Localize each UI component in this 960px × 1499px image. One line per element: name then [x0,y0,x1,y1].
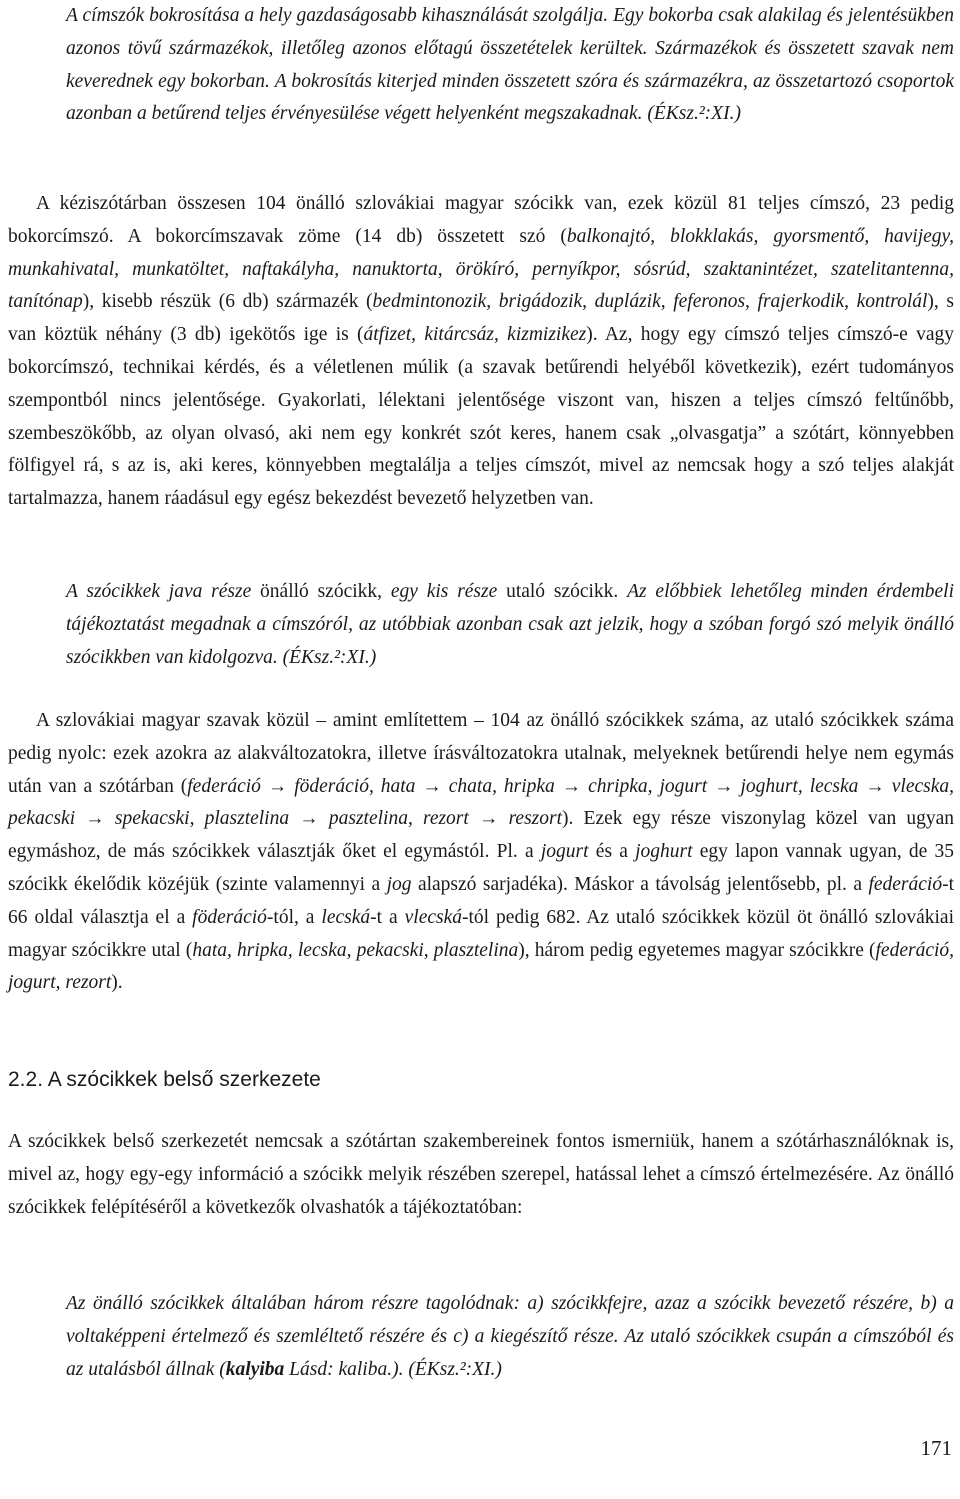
text-run: Lásd: kaliba.). (ÉKsz.²:XI.) [284,1358,502,1380]
text-run: -tól, a [266,906,322,928]
body-paragraph-belso-szerkezet [8,1126,954,1224]
text-run: -tól pedig 682. Az utaló szócikkek közül öt önálló szlovákiai magyar szócikkre utal ( [8,906,954,961]
quote-text: A címszók bokrosítása a hely gazdaságosabb kihasználását szolgálja. Egy bokorba csak alakilag és jelentésükben azonos tövű származékok, illetőleg azonos előtagú összetételek kerültek. Származékok és összetett szavak nem keverednek egy bokorban. A bokrosítás kiterjed minden összetett szóra és származékra, az összetartozó csoportok azonban a betűrend teljes érvényesülése végett helyenként megszakadnak. (ÉKsz.²:XI.) [66,5,954,125]
text-run: A kéziszótárban összesen 104 önálló szlovákiai magyar szócikk van, ezek közül 81 teljes címszó, 23 pedig bokorcímszó. A bokorcímszavak zöme (14 db) összetett szó ( [8,193,954,247]
example-words-verbs: átfizet, kitárcsáz, kizmizikez [363,324,587,346]
text-run: A szlovákiai magyar szavak közül – amint említettem – 104 az önálló szócikkek száma, az utaló szócikkek száma pedig nyolc: ezek azokra az alakváltozatokra, illetve írásváltozatokra utalnak, melyeknek betűrendi helye nem egymás után van a szótárban ( [8,710,954,797]
text-run: -t 66 oldal választja el a [8,873,954,928]
text-run: Az előbbiek lehetőleg minden érdembeli tájékoztatást megadnak a címszóról, az utóbbiak azonban csak azt jelzik, hogy a szóban forgó szó melyik önálló szócikkben van kidolgozva. (ÉKsz.²:XI.) [66,581,955,668]
example-words-derived: bedmintonozik, brigádozik, duplázik, feferonos, frajerkodik, kontrolál [372,291,928,313]
word: föderáció [192,906,267,928]
word: jogurt [540,841,589,863]
text-run: ). [111,972,123,994]
text-run: A szócikkek java része [66,581,252,602]
text-run: A szócikkek belső szerkezetét nemcsak a szótártan szakembereinek fontos ismerniük, hanem a szótárhasználóknak is, mivel az, hogy egy-egy információ a szócikk melyik részében szerepel, hatással lehet a címszó értelmezésére. Az önálló szócikkek felépítéséről a következők olvashatók a tájékoztatóban: [8,1131,954,1218]
word: lecská [321,906,371,928]
word-list: hata, hripka, lecska, pekacski, plasztelina [192,939,519,961]
text-run: Az önálló szócikkek általában három részre tagolódnak: a) szócikkfejre, azaz a szócikk bevezető részére, b) a voltaképpeni értelmező és szemléltető részére és c) a kiegészítő része. Az utaló szócikkek csupán a címszóból és az utalásból állnak ( [66,1293,954,1380]
quote-paragraph-szocikkek [66,576,954,674]
word: federáció [868,873,943,895]
quote-paragraph-bokrositas [66,0,954,131]
text-run: egy lapon vannak ugyan, de 35 szócikk ékelődik közéjük (szinte valamennyi a [8,841,955,895]
text-run: -t a [370,906,405,928]
body-paragraph-kesziszotar [8,188,954,516]
page-number: 171 [920,1436,952,1460]
headword-example: kalyiba [225,1358,285,1380]
text-run: utaló szócikk. [497,581,628,602]
text-run: ), kisebb részük (6 db) származék ( [82,291,373,313]
section-heading: 2.2. A szócikkek belső szerkezete [8,1068,321,1091]
word: jog [386,873,412,895]
text-run: alapszó sarjadéka). Máskor a távolság jelentősebb, pl. a [411,873,869,895]
word: vlecská [404,906,463,928]
text-run: ). Ezek egy része viszonylag közel van ugyan egymáshoz, de más szócikkek választják őket el egymástól. Pl. a [8,808,954,863]
text-run: és a [588,841,636,863]
quote-paragraph-onallo [66,1288,954,1386]
text-run: ), s van köztük néhány (3 db) igekötős ige is ( [8,291,954,346]
word-list: federáció, jogurt, rezort [8,939,955,994]
word: joghurt [635,841,693,863]
text-run: önálló szócikk, [251,581,391,602]
variant-pairs: federáció → föderáció, hata → chata, hripka → chripka, jogurt → joghurt, lecska → vlecska, pekacski → spekacski, plasztelina → pasztelina, rezort → reszort [8,775,954,830]
body-paragraph-szlovakiai [8,705,954,1000]
text-run: ), három pedig egyetemes magyar szócikkre ( [518,939,876,961]
text-run: egy kis része [390,581,498,602]
text-run: ). Az, hogy egy címszó teljes címszó-e vagy bokorcímszó, technikai kérdés, és a véletlenen múlik (a szavak betűrendi helyéből következik), ezért tudományos szempontból nincs jelentősége. Gyakorlati, lélektani jelentősége viszont van, hiszen a teljes címszó feltűnőbb, szembeszökőbb, az olyan olvasó, aki nem egy konkrét szót keres, hanem csak „olvasgatja” a szótárt, könnyebben fölfigyel rá, s az is, aki keres, könnyebben megtalálja a teljes címszót, mivel az nemcsak hogy a szó teljes alakját tartalmazza, hanem ráadásul egy egész bekezdést bevezető helyzetben van. [8,324,955,510]
example-words-compound: balkonajtó, blokklakás, gyorsmentő, havijegy, munkahivatal, munkatöltet, naftakályha, nanuktorta, örökíró, pernyíkpor, sósrúd, szaktanintézet, szatelitantenna, tanítónap [8,225,954,313]
